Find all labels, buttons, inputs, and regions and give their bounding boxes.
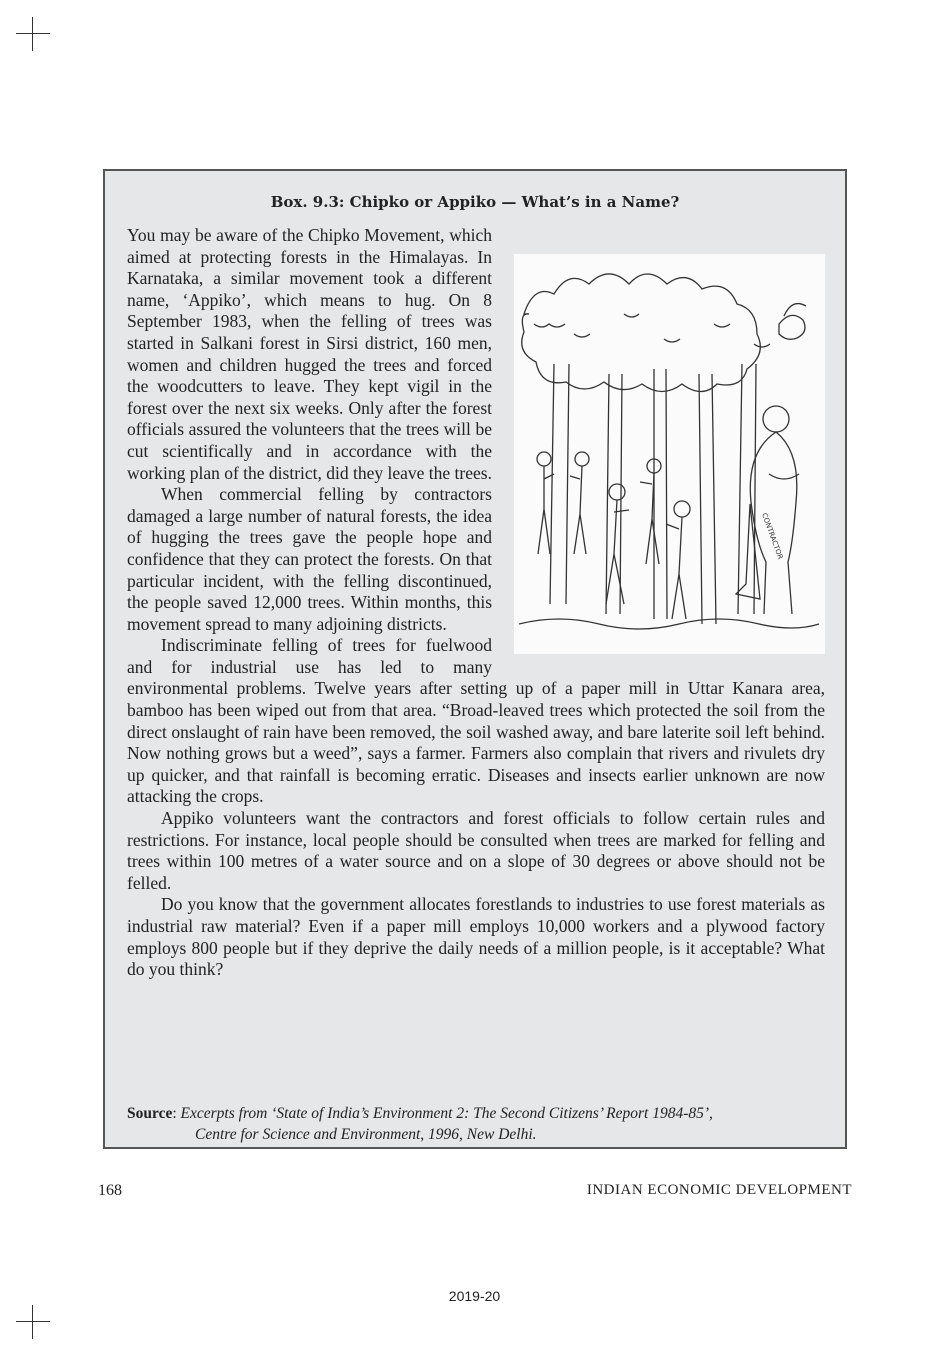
crop-mark-top-left [16,17,50,51]
paragraph-5: Do you know that the government allocates forestlands to industries to use forest materials as industrial raw material? Even if a paper mill employs 10,000 workers and a plywood factory employs 800 people but if they deprive the daily needs of a million people, is it acceptable? What do you think? [127,894,825,980]
cartoon-image [514,254,825,654]
source-line-1: Excerpts from ‘State of India’s Environment 2: The Second Citizens’ Report 1984-85’, [180,1105,713,1122]
crop-mark-bottom-left [16,1305,50,1339]
cartoon-label: CONTRACTOR [760,511,785,561]
running-footer-title: INDIAN ECONOMIC DEVELOPMENT [586,1182,852,1198]
edition-year: 2019-20 [448,1288,501,1304]
box-title: Box. 9.3: Chipko or Appiko — What’s in a Name? [270,193,680,211]
box-9-3 [103,169,847,1149]
paragraph-2: When commercial felling by contractors damaged a large number of natural forests, the idea of hugging the trees gave the people hope and confidence that they can protect the forests. On that particular incident, with the felling discontinued, the people saved 12,000 trees. Within months, this movement spread to many adjoining districts. [127,484,492,634]
trees-hugging-cartoon [514,254,825,654]
paragraph-3: Indiscriminate felling of trees for fuelwood and for industrial use has led to many environmental problems. Twelve years after setting up of a paper mill in Uttar Kanara area, bamboo has been wiped out from that area. “Broad-leaved trees which protected the soil from the direct onslaught of rain have been removed, the soil washed away, and bare laterite soil left behind. Now nothing grows but a weed”, says a farmer. Farmers also complain that rivers and rivulets dry up quicker, and that rainfall is becoming erratic. Diseases and insects earlier unknown are now attacking the crops. [127,635,825,807]
source-citation: Source: Excerpts from ‘State of India’s Environment 2: The Second Citizens’ Report 1984-85’, Centre for Science and Environment, 1996, New Delhi. [127,1103,827,1145]
page-number: 168 [98,1182,122,1199]
paragraph-4: Appiko volunteers want the contractors and forest officials to follow certain rules and restrictions. For instance, local people should be consulted when trees are marked for felling and trees within 100 metres of a water source and on a slope of 30 degrees or above should not be felled. [127,808,825,893]
box-body [127,225,825,981]
source-line-2: Centre for Science and Environment, 1996, New Delhi. [195,1126,537,1143]
source-label: Source [127,1105,173,1122]
paragraph-1-text: You may be aware of the Chipko Movement, which aimed at protecting forests in the Himalayas. In Karnataka, a similar movement took a different name, ‘Appiko’, which means to hug. On 8 September 1983, when the felling of trees was started in Salkani forest in Sirsi district, 160 men, women and children hugged the trees and forced the woodcutters to leave. They kept vigil in the forest over the next six weeks. Only after the forest officials assured the volunteers that the trees will be cut scientifically and in accordance with the working plan of the district, did they leave the trees. [127,225,492,483]
